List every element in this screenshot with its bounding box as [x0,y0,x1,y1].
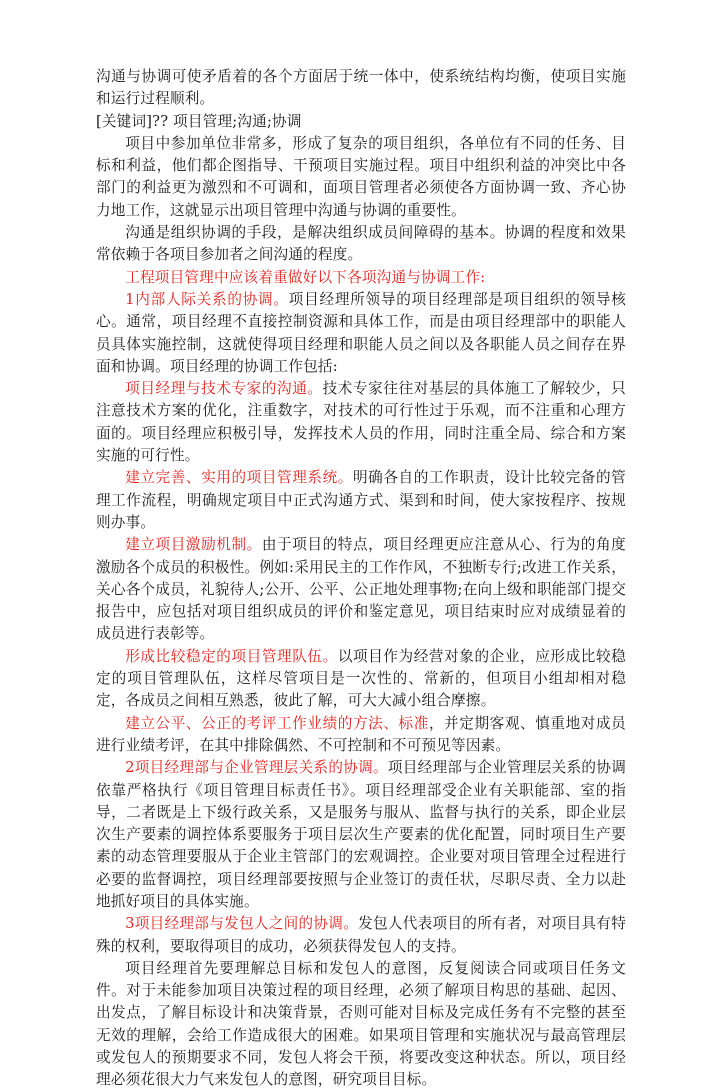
text-enterprise-relations: 项目经理部与企业管理层关系的协调依靠严格执行《项目管理目标责任书》。项目经理部受企业有关职能部、室的指导，二者既是上下级行政关系，又是服务与服从、监督与执行的关系，即企业层次生产要素的调控体系要服务于项目层次生产要素的优化配置，同时项目生产要素的动态管理要服从于企业主管部门的宏观调控。企业要对项目管理全过程进行必要的监督调控，项目经理部要按照与企业签订的责任状，尽职尽责、全力以赴地抓好项目的具体实施。 [96,759,626,910]
keywords-text: 项目管理;沟通;协调 [173,112,302,130]
heading-stable-team: 形成比较稳定的项目管理队伍。 [125,647,338,665]
intro-paragraph: 沟通与协调可使矛盾着的各个方面居于统一体中，使系统结构均衡，使项目实施和运行过程顺利。 [96,68,626,108]
paragraph-tech-experts [96,378,626,467]
section-heading: 工程项目管理中应该着重做好以下各项沟通与协调工作: [125,268,486,286]
paragraph-client-relations [96,913,626,958]
paragraph-communication-means: 沟通是组织协调的手段，是解决组织成员间障碍的基本。协调的程度和效果常依赖于各项目参加者之间沟通的程度。 [96,224,626,264]
text-stable-team: 以项目作为经营对象的企业，应形成比较稳定的项目管理队伍，这样尽管项目是一次性的、常新的，但项目小组却相对稳定，各成员之间相互熟悉，彼此了解，可大大减小组合摩擦。 [96,647,626,710]
heading-evaluation: 建立公平、公正的考评工作业绩的方法、标准 [125,714,429,732]
paragraph-project-participants: 项目中参加单位非常多，形成了复杂的项目组织，各单位有不同的任务、目标和利益，他们都企图指导、干预项目实施过程。项目中组织利益的冲突比中各部门的利益更为激烈和不可调和，面项目管理者必须使各方面协调一致、齐心协力地工作，这就显示出项目管理中沟通与协调的重要性。 [96,134,626,219]
heading-incentive: 建立项目激励机制。 [125,536,262,554]
text-management-system: 明确各自的工作职责，设计比较完备的管理工作流程，明确规定项目中正式沟通方式、渠到和时间，使大家按程序、按规则办事。 [96,469,626,531]
paragraph-management-system [96,467,626,534]
keywords-label: [关键词]?? [96,112,169,130]
heading-management-system: 建立完善、实用的项目管理系统。 [125,469,353,487]
heading-enterprise-relations: 2项目经理部与企业管理层关系的协调。 [125,759,388,777]
text-internal-relations: 项目经理所领导的项目经理部是项目组织的领导核心。通常，项目经理不直接控制资源和具体工作，而是由项目经理部中的职能人员具体实施控制，这就使得项目经理和职能人员之间以及各职能人员之间存在界面和协调。项目经理的协调工作包括: [96,290,626,375]
paragraph-stable-team [96,646,626,713]
text-evaluation: ，并定期客观、慎重地对成员进行业绩考评，在其中排除偶然、不可控制和不可预见等因素。 [96,714,626,754]
keywords-line [96,111,626,133]
paragraph-incentive [96,534,626,645]
paragraph-enterprise-relations [96,757,626,913]
heading-internal-relations: 1内部人际关系的协调。 [125,290,289,308]
text-tech-experts: 技术专家往往对基层的具体施工了解较少，只注意技术方案的优化，注重数字，对技术的可行性过于乐观，而不注重和心理方面的。项目经理应积极引导，发挥技术人员的作用，同时注重全局、综合和方案实施的可行性。 [96,380,626,465]
document-body [96,66,626,1092]
paragraph-evaluation [96,713,626,758]
heading-client-relations: 3项目经理部与发包人之间的协调。 [125,915,359,933]
heading-tech-experts: 项目经理与技术专家的沟通。 [125,380,323,398]
text-client-relations: 发包人代表项目的所有者，对项目具有特殊的权利，要取得项目的成功，必须获得发包人的支持。 [96,915,626,955]
paragraph-internal-relations [96,289,626,378]
text-incentive: 由于项目的特点，项目经理更应注意从心、行为的角度激励各个成员的积极性。例如:采用民主的工作作风，不独断专行;改进工作关系，关心各个成员，礼貌待人;公开、公平、公正地处理事物;在向上级和职能部门提交报告中，应包括对项目组织成员的评价和鉴定意见，项目结束时应对成绩显着的成员进行表彰等。 [96,536,626,643]
paragraph-understand-goals: 项目经理首先要理解总目标和发包人的意图，反复阅读合同或项目任务文件。对于未能参加项目决策过程的项目经理，必须了解项目构思的基础、起因、出发点，了解目标设计和决策背景，否则可能对目标及完成任务有不完整的甚至无效的理解，会给工作造成很大的困难。如果项目管理和实施状况与最高管理层或发包人的预期要求不同，发包人将会干预，将要改变这种状态。所以，项目经理必须花很大力气来发包人的意图，研究项目目标。 [96,959,626,1089]
